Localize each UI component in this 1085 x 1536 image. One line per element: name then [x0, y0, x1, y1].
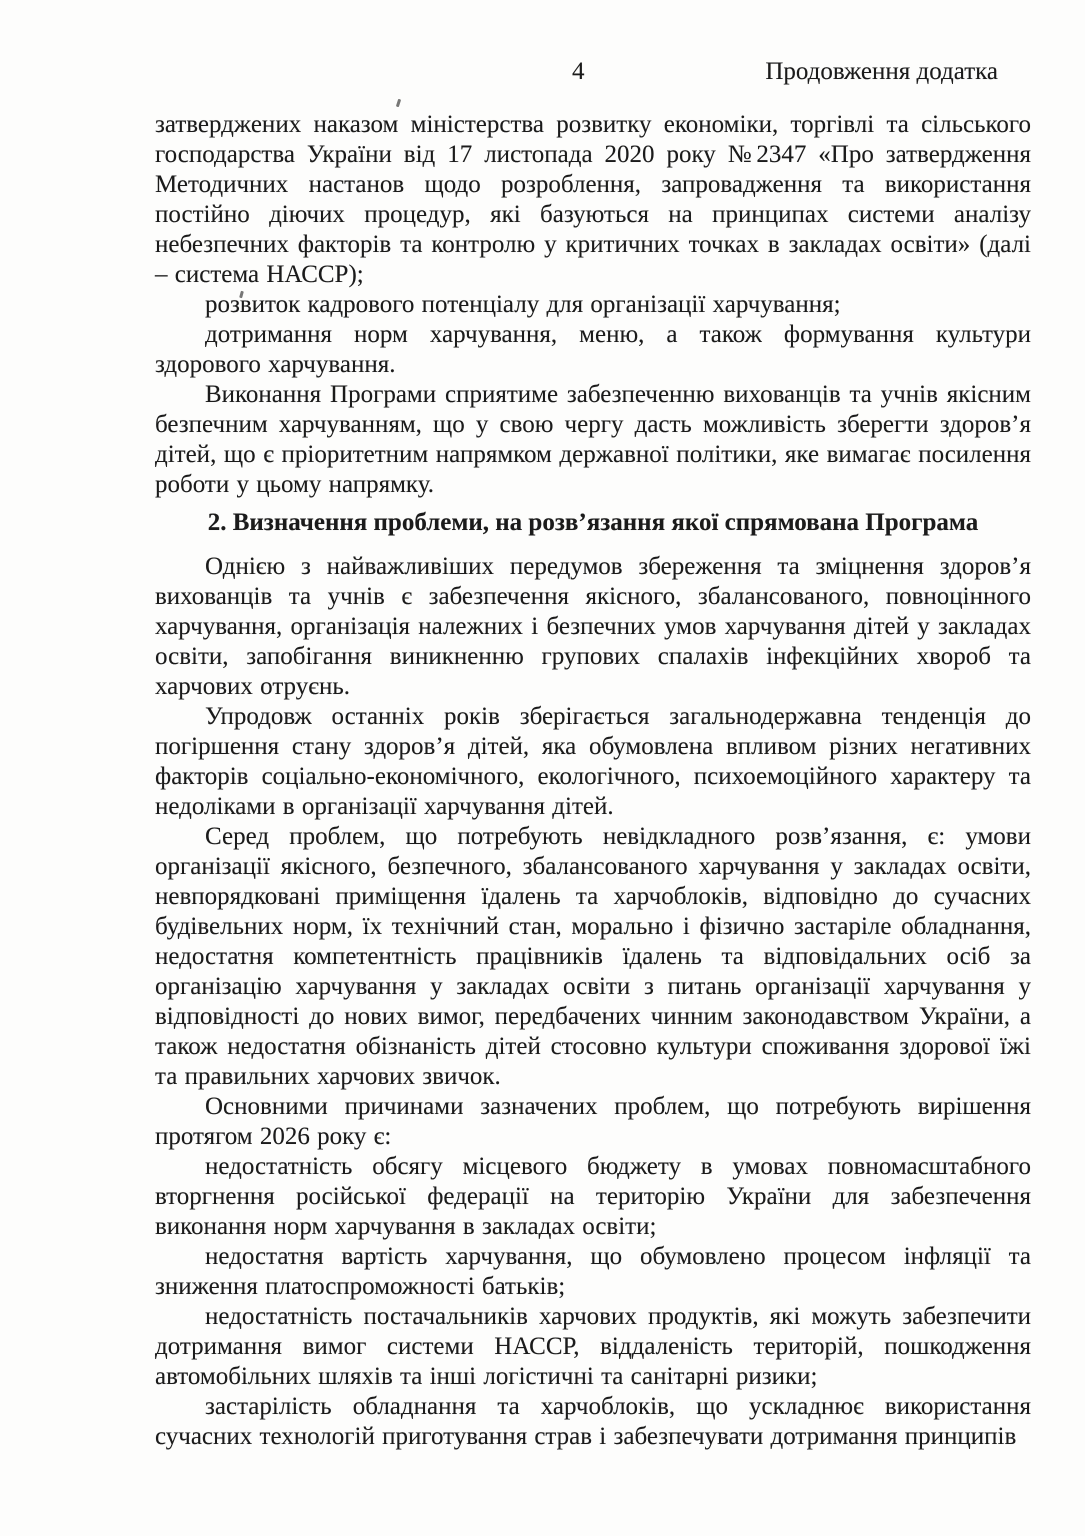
document-body [155, 110, 1031, 1452]
paragraph-main-causes-intro: Основними причинами зазначених проблем, що потребують вирішення протягом 2026 року є: [155, 1093, 1031, 1150]
paragraph-health-trend: Упродовж останніх років зберігається загальнодержавна тенденція до погіршення стану здоров’я дітей, яка обумовлена впливом різних негативних факторів соціально-економічного, екологічного, психоемоційного характеру та недоліками в організації харчування дітей. [155, 703, 1031, 820]
paragraph-legal-reference: затверджених наказом міністерства розвитку економіки, торгівлі та сільського господарства України від 17 листопада 2020 року №2347 «Про затвердження Методичних настанов щодо розроблення, запровадження та використання постійно діючих процедур, які базуються на принципах системи аналізу небезпечних факторів та контролю у критичних точках в закладах освіти» (далі – система НАССР); [155, 111, 1031, 288]
paragraph-cause-equipment: застарілість обладнання та харчоблоків, що ускладнює використання сучасних технологій приготування страв і забезпечувати дотримання принципів [155, 1393, 1031, 1450]
section-heading: 2. Визначення проблеми, на розв’язання якої спрямована Програма [207, 509, 979, 536]
page-number: 4 [572, 58, 585, 85]
paragraph-cause-suppliers: недостатність постачальників харчових продуктів, які можуть забезпечити дотримання вимог системи НАССР, віддаленість територій, пошкодження автомобільних шляхів та інші логістичні та санітарні ризики; [155, 1303, 1031, 1390]
paragraph-problems-list: Серед проблем, що потребують невідкладного розв’язання, є: умови організації якісного, безпечного, збалансованого харчування у закладах освіти, невпорядковані приміщення їдалень та харчоблоків, відповідно до сучасних будівельних норм, їх технічний стан, морально і фізично застаріле обладнання, недостатня компетентність працівників їдалень та відповідальних осіб за організацію харчування у закладах освіти з питань організації харчування у відповідності до нових вимог, передбачених чинним законодавством України, а також недостатня обізнаність дітей стосовно культури споживання здорової їжі та правильних харчових звичок. [155, 823, 1031, 1090]
scan-artifact [396, 99, 401, 108]
paragraph-program-implementation: Виконання Програми сприятиме забезпеченню вихованців та учнів якісним безпечним харчуванням, що у свою чергу дасть можливість зберегти здоров’я дітей, що є пріоритетним напрямком державної політики, яке вимагає посилення роботи у цьому напрямку. [155, 381, 1031, 498]
paragraph-nutrition-norms: дотримання норм харчування, меню, а також формування культури здорового харчування. [155, 321, 1031, 378]
paragraph-staff-development: розвиток кадрового потенціалу для організації харчування; [205, 291, 841, 318]
paragraph-preconditions: Однією з найважливіших передумов збереження та зміцнення здоров’я вихованців та учнів є забезпечення якісного, збалансованого, повноцінного харчування, організація належних і безпечних умов харчування дітей у закладах освіти, запобігання виникненню групових спалахів інфекційних хвороб та харчових отруєнь. [155, 553, 1031, 700]
annex-continuation-label: Продовження додатка [765, 58, 998, 85]
paragraph-cause-budget: недостатність обсягу місцевого бюджету в умовах повномасштабного вторгнення російської федерації на територію України для забезпечення виконання норм харчування в закладах освіти; [155, 1153, 1031, 1240]
paragraph-cause-cost: недостатня вартість харчування, що обумовлено процесом інфляції та зниження платоспроможності батьків; [155, 1243, 1031, 1300]
